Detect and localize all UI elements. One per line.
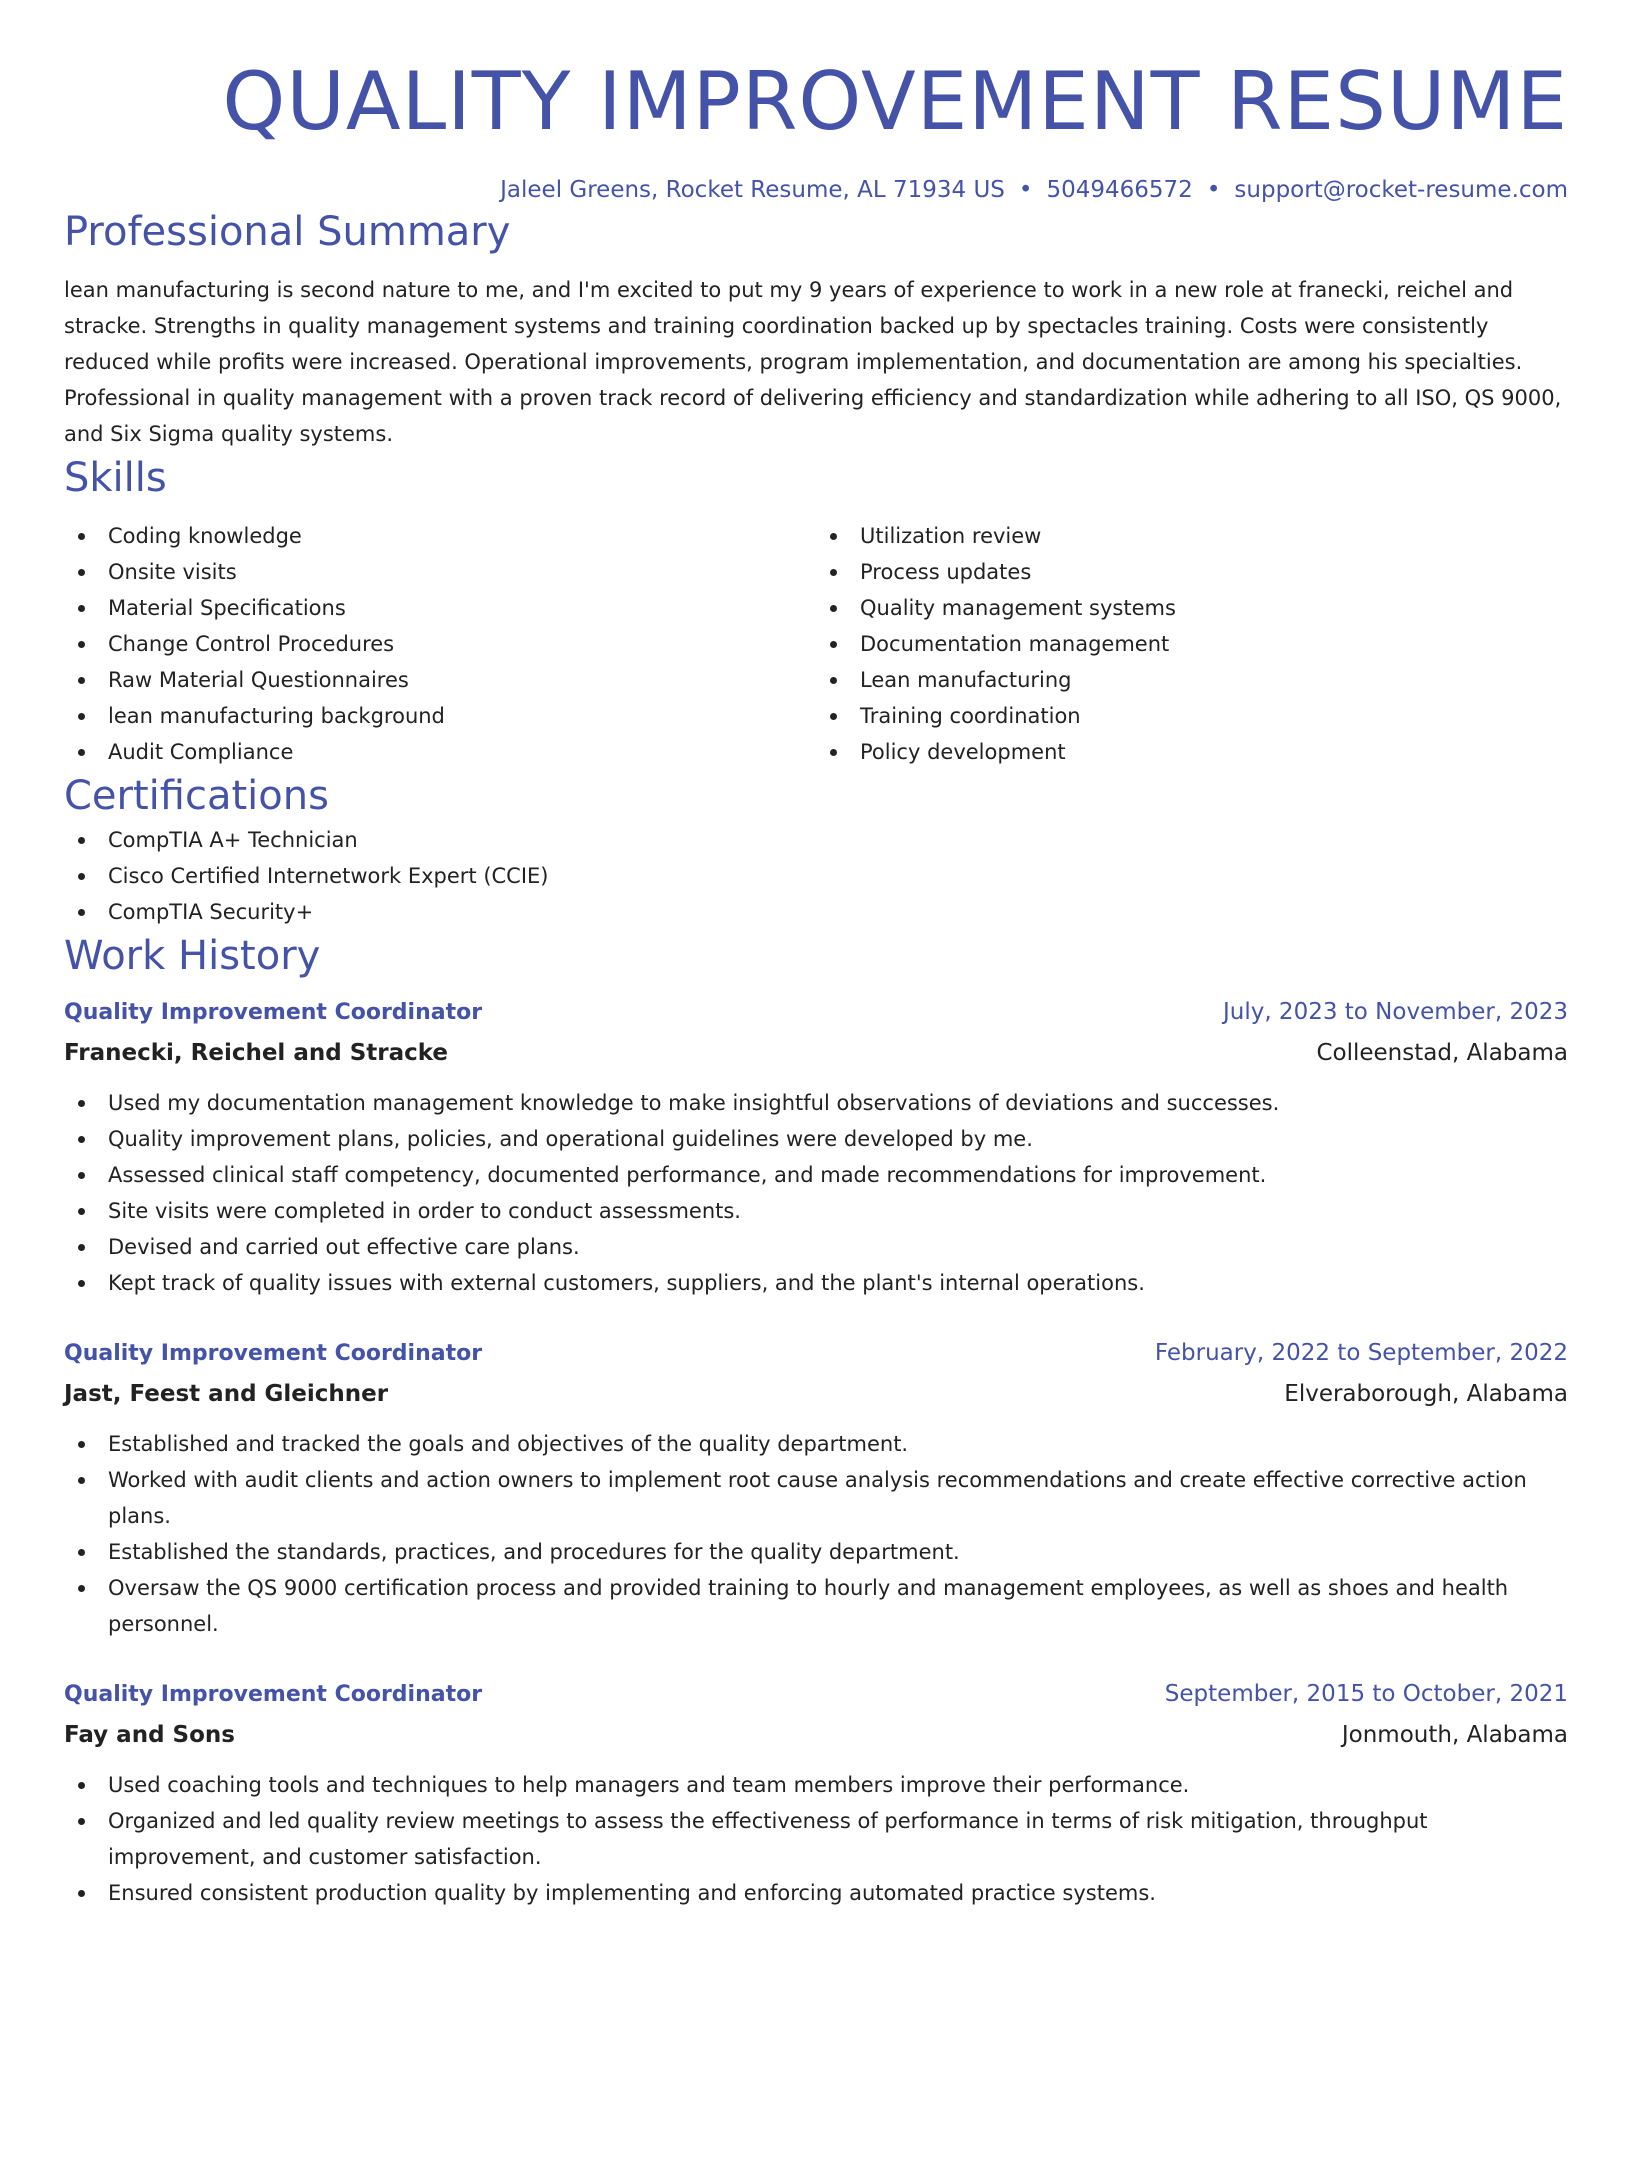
skill-item: Material Specifications [64,590,816,626]
job-duty: Kept track of quality issues with external customers, suppliers, and the plant's internal operations. [64,1265,1568,1301]
job-location: Jonmouth, Alabama [1341,1722,1568,1748]
job-duty: Worked with audit clients and action owners to implement root cause analysis recommendations and create effective corrective action plans. [64,1462,1568,1534]
skill-item: Lean manufacturing [816,662,1568,698]
contact-address: Jaleel Greens, Rocket Resume, AL 71934 US [500,177,1005,203]
certification-item: CompTIA A+ Technician [64,822,1568,858]
summary-text: lean manufacturing is second nature to me, and I'm excited to put my 9 years of experience to work in a new role at franecki, reichel and stracke. Strengths in quality management systems and training coordination backed up by spectacles training. Costs were consistently reduced while profits were increased. Operational improvements, program implementation, and documentation are among his specialties. Professional in quality management with a proven track record of delivering efficiency and standardization while adhering to all ISO, QS 9000, and Six Sigma quality systems. [64,278,1562,446]
job-title: Quality Improvement Coordinator [64,1682,483,1707]
skill-item: lean manufacturing background [64,698,816,734]
skill-item: Training coordination [816,698,1568,734]
skill-item: Utilization review [816,518,1568,554]
contact-line [64,174,1568,206]
job-title: Quality Improvement Coordinator [64,1000,483,1025]
job-subheader [64,1033,1568,1073]
job-employer: Jast, Feest and Gleichner [64,1381,389,1407]
contact-separator: • [1206,177,1221,203]
job-duty: Quality improvement plans, policies, and operational guidelines were developed by me. [64,1121,1568,1157]
job-duties [64,1085,1568,1301]
job-header [64,992,1568,1033]
skills-columns [64,518,1568,770]
resume-page [0,52,1632,2164]
certification-item: Cisco Certified Internetwork Expert (CCIE) [64,858,1568,894]
job-duty: Assessed clinical staff competency, documented performance, and made recommendations for improvement. [64,1157,1568,1193]
job-duty: Devised and carried out effective care plans. [64,1229,1568,1265]
job-dates: February, 2022 to September, 2022 [1154,1340,1568,1366]
skill-item: Coding knowledge [64,518,816,554]
job-duty: Used coaching tools and techniques to help managers and team members improve their performance. [64,1767,1568,1803]
job-duty: Site visits were completed in order to conduct assessments. [64,1193,1568,1229]
job-employer: Fay and Sons [64,1722,235,1748]
job-dates: September, 2015 to October, 2021 [1164,1681,1568,1707]
contact-phone[interactable]: 5049466572 [1046,177,1193,203]
work-history-heading: Work History [64,933,321,979]
skills-heading: Skills [64,455,167,501]
job-duty: Established the standards, practices, and procedures for the quality department. [64,1534,1568,1570]
skill-item: Change Control Procedures [64,626,816,662]
job-employer: Franecki, Reichel and Stracke [64,1040,449,1066]
job-duties [64,1767,1568,1911]
contact-email[interactable]: support@rocket-resume.com [1234,177,1568,203]
contact-separator: • [1018,177,1033,203]
certifications-heading: Certifications [64,773,329,819]
summary-heading: Professional Summary [64,209,511,255]
skill-item: Raw Material Questionnaires [64,662,816,698]
job-duty: Used my documentation management knowledge to make insightful observations of deviations and successes. [64,1085,1568,1121]
certification-item: CompTIA Security+ [64,894,1568,930]
job-duty: Organized and led quality review meetings to assess the effectiveness of performance in terms of risk mitigation, throughput improvement, and customer satisfaction. [64,1803,1568,1875]
job-location: Colleenstad, Alabama [1316,1040,1568,1066]
job-header [64,1333,1568,1374]
skills-list-right [816,518,1568,770]
certifications-list [64,822,1568,930]
skill-item: Quality management systems [816,590,1568,626]
job-entry [64,1674,1568,1911]
job-subheader [64,1715,1568,1755]
resume-title: QUALITY IMPROVEMENT RESUME [222,55,1568,148]
skill-item: Documentation management [816,626,1568,662]
job-entry [64,1333,1568,1642]
skill-item: Policy development [816,734,1568,770]
job-title: Quality Improvement Coordinator [64,1341,483,1366]
job-duties [64,1426,1568,1642]
job-duty: Ensured consistent production quality by implementing and enforcing automated practice systems. [64,1875,1568,1911]
skills-list-left [64,518,816,770]
job-location: Elveraborough, Alabama [1284,1381,1568,1407]
job-duty: Established and tracked the goals and objectives of the quality department. [64,1426,1568,1462]
skill-item: Process updates [816,554,1568,590]
job-header [64,1674,1568,1715]
job-duty: Oversaw the QS 9000 certification process and provided training to hourly and management employees, as well as shoes and health personnel. [64,1570,1568,1642]
job-subheader [64,1374,1568,1414]
skill-item: Onsite visits [64,554,816,590]
job-entry [64,992,1568,1301]
skill-item: Audit Compliance [64,734,816,770]
job-dates: July, 2023 to November, 2023 [1222,999,1568,1025]
